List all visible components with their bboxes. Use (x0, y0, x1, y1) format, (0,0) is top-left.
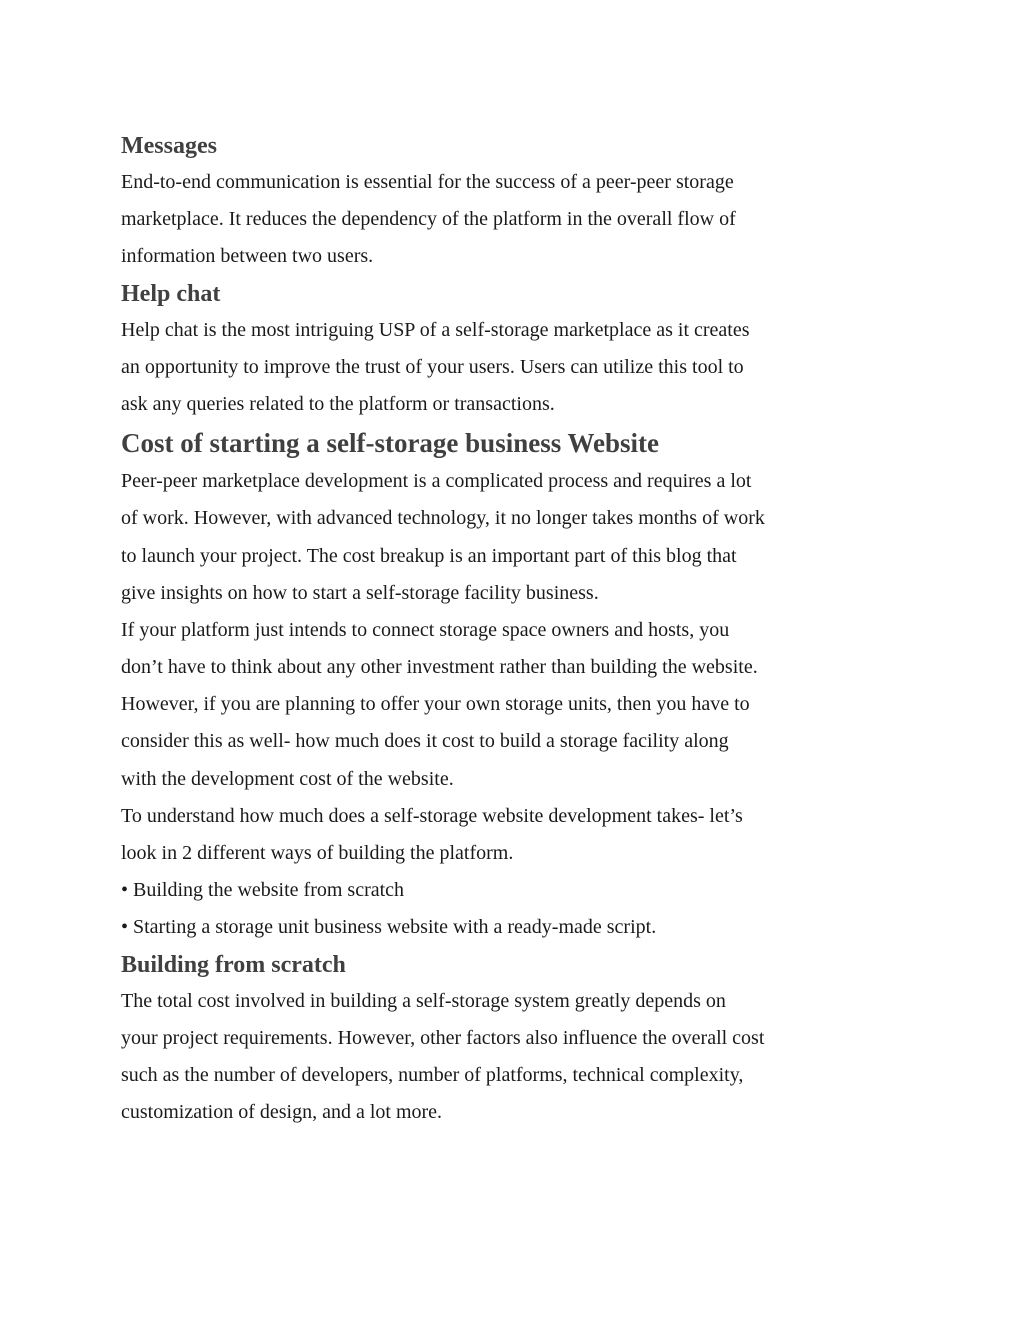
paragraph-line: look in 2 different ways of building the platform. (121, 842, 514, 864)
paragraph-line: However, if you are planning to offer your own storage units, then you have to (121, 693, 750, 716)
paragraph-line: give insights on how to start a self-storage facility business. (121, 581, 599, 604)
paragraph-line: Peer-peer marketplace development is a complicated process and requires a lot (121, 470, 752, 493)
section-help-chat (121, 276, 921, 424)
section-cost-of-starting (121, 423, 921, 946)
bullet-item: • Starting a storage unit business website with a ready-made script. (121, 916, 657, 939)
paragraph-line: information between two users. (121, 245, 374, 268)
paragraph-line: with the development cost of the website. (121, 767, 454, 790)
section-heading: Help chat (121, 280, 221, 307)
paragraph-line: don’t have to think about any other investment rather than building the website. (121, 656, 758, 679)
paragraph-line: ask any queries related to the platform or transactions. (121, 392, 555, 415)
paragraph-line: your project requirements. However, other factors also influence the overall cost (121, 1026, 765, 1049)
paragraph-line: of work. However, with advanced technology, it no longer takes months of work (121, 507, 765, 530)
paragraph-line: an opportunity to improve the trust of your users. Users can utilize this tool to (121, 355, 744, 378)
section-messages (121, 128, 921, 276)
paragraph-line: such as the number of developers, number of platforms, technical complexity, (121, 1063, 744, 1086)
document-page (121, 128, 921, 1131)
section-heading: Building from scratch (121, 951, 346, 978)
bullet-item: • Building the website from scratch (121, 879, 405, 902)
section-building-from-scratch (121, 947, 921, 1132)
section-heading: Cost of starting a self-storage business Website (121, 428, 659, 459)
paragraph-line: Help chat is the most intriguing USP of a self-storage marketplace as it creates (121, 318, 750, 341)
paragraph-line: If your platform just intends to connect storage space owners and hosts, you (121, 618, 730, 641)
paragraph-line: to launch your project. The cost breakup is an important part of this blog that (121, 544, 737, 567)
paragraph-line: End-to-end communication is essential for the success of a peer-peer storage (121, 171, 734, 193)
paragraph-line: To understand how much does a self-storage website development takes- let’s (121, 804, 743, 827)
paragraph-line: marketplace. It reduces the dependency of the platform in the overall flow of (121, 208, 736, 231)
paragraph-line: The total cost involved in building a self-storage system greatly depends on (121, 989, 726, 1012)
paragraph-line: customization of design, and a lot more. (121, 1101, 443, 1124)
paragraph-line: consider this as well- how much does it cost to build a storage facility along (121, 730, 729, 753)
section-heading: Messages (121, 133, 217, 159)
